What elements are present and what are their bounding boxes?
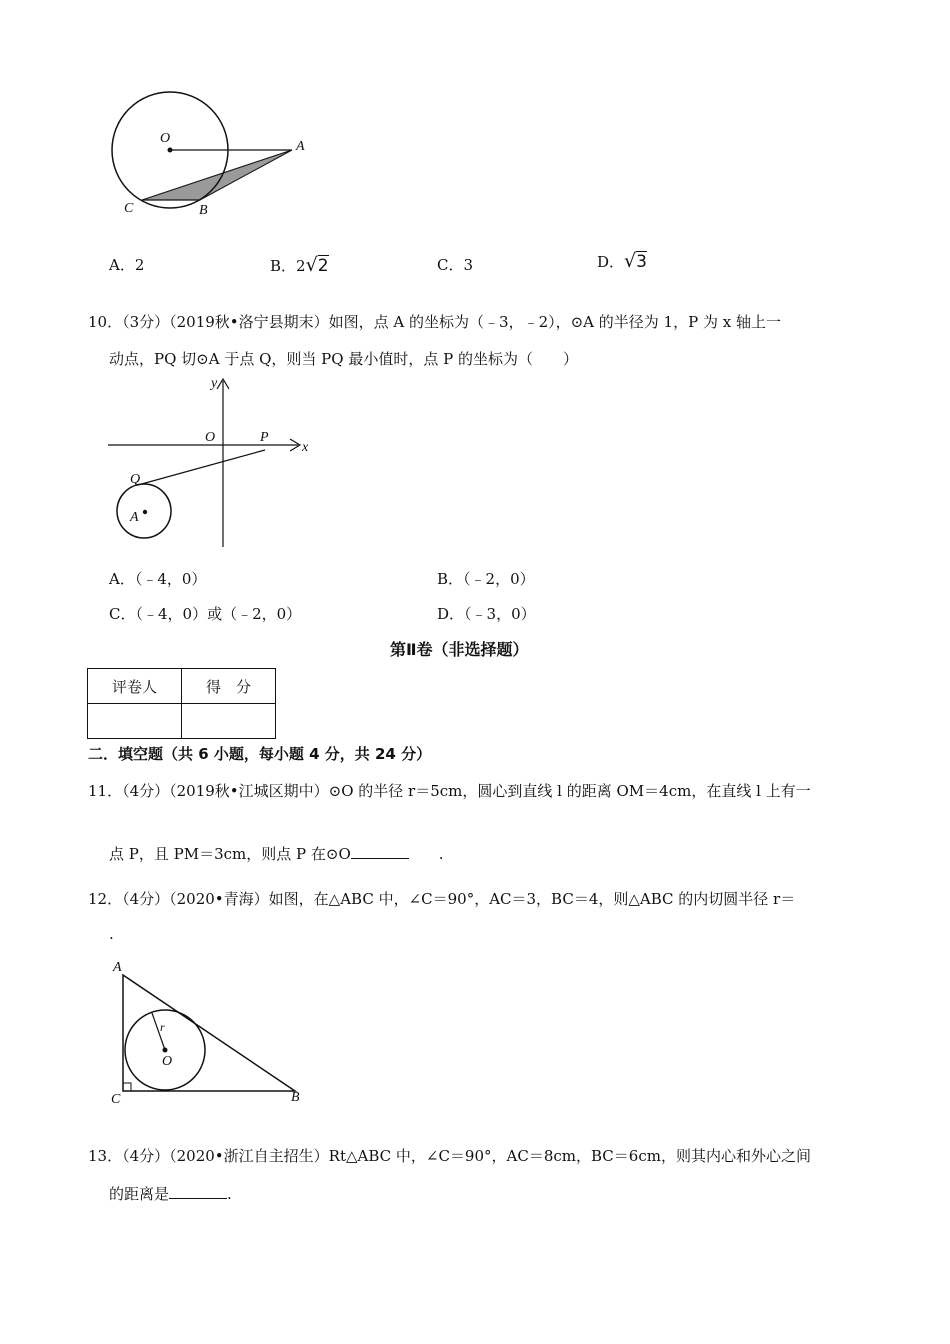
q12-label-r: r [160,1020,165,1034]
q13-line2 [109,1183,232,1204]
q13-line1: 13．（4分）（2020•浙江自主招生）Rt△ABC 中，∠C＝90°，AC＝8cm，BC＝6cm，则其内心和外心之间 [88,1147,811,1165]
q10-option-b: B．（﹣2，0） [437,570,535,588]
q13-text: 的距离是 [109,1185,170,1203]
q9-label-A: A [296,139,305,154]
section-heading: 二．填空题（共 6 小题，每小题 4 分，共 24 分） [88,745,432,763]
q11-text: 点 P，且 PM＝3cm，则点 P 在⊙O [109,845,351,863]
q10-option-c: C．（﹣4，0）或（﹣2，0） [109,605,302,623]
q12-right-angle-mark [123,1083,131,1091]
q12-label-O: O [162,1054,173,1069]
score-table-score-cell[interactable] [182,704,276,739]
q13-answer-blank[interactable] [169,1198,227,1199]
q9-option-c: C．3 [437,256,474,274]
q10-point-A-dot [143,510,147,514]
q10-tangent-PQ [138,450,265,485]
q10-figure [100,375,320,555]
q11-line2 [109,843,444,864]
q9-option-b [270,254,329,276]
score-table-reviewer-header: 评卷人 [88,669,182,704]
q9-option-b-prefix: B．2 [270,257,306,275]
q12-label-A: A [113,960,122,975]
q10-line2: 动点，PQ 切⊙A 于点 Q，则当 PQ 最小值时，点 P 的坐标为（ ） [109,350,578,368]
q12-label-B: B [291,1090,300,1105]
q11-line1: 11．（4分）（2019秋•江城区期中）⊙O 的半径 r＝5cm，圆心到直线 l 的距离 OM＝4cm，在直线 l 上有一 [88,782,811,800]
sqrt-symbol-icon: √ [624,250,637,272]
q9-option-d [597,250,647,272]
q12-label-C: C [111,1092,121,1107]
q12-center-dot [163,1048,168,1053]
q10-option-d: D．（﹣3，0） [437,605,536,623]
score-table-reviewer-cell[interactable] [88,704,182,739]
q12-figure [105,955,315,1105]
q10-label-A: A [130,510,139,525]
q12-line1: 12．（4分）（2020•青海）如图，在△ABC 中，∠C＝90°，AC＝3，BC＝4，则△ABC 的内切圆半径 r＝ [88,890,796,908]
q13-end: . [227,1185,232,1203]
q10-line1: 10．（3分）（2019秋•洛宁县期末）如图，点 A 的坐标为（﹣3，﹣2），⊙A 的半径为 1，P 为 x 轴上一 [88,313,781,331]
q9-option-b-radicand: 2 [317,256,329,276]
q11-answer-blank[interactable] [351,858,409,859]
q9-option-d-radicand: 3 [636,252,647,272]
q9-figure [100,90,330,220]
part2-title: 第Ⅱ卷（非选择题） [390,640,529,659]
q10-label-x: x [302,440,309,455]
q12-line2: . [109,925,114,943]
sqrt-symbol-icon: √ [305,254,318,276]
q9-label-B: B [199,203,208,218]
q10-label-y: y [211,376,218,391]
q10-option-a: A．（﹣4，0） [109,570,207,588]
score-table-score-header: 得 分 [182,669,276,704]
q10-label-Q: Q [130,472,141,487]
q12-triangle [123,975,295,1091]
q11-end: . [438,845,444,863]
q9-label-C: C [124,201,134,216]
q9-shaded-triangle [142,150,292,200]
score-table [87,668,276,739]
q9-label-O: O [160,131,171,146]
q9-center-dot [168,148,173,153]
q9-option-a: A．2 [109,256,145,274]
q10-label-P: P [260,430,269,445]
q9-option-d-prefix: D． [597,253,625,271]
q10-label-O: O [205,430,216,445]
